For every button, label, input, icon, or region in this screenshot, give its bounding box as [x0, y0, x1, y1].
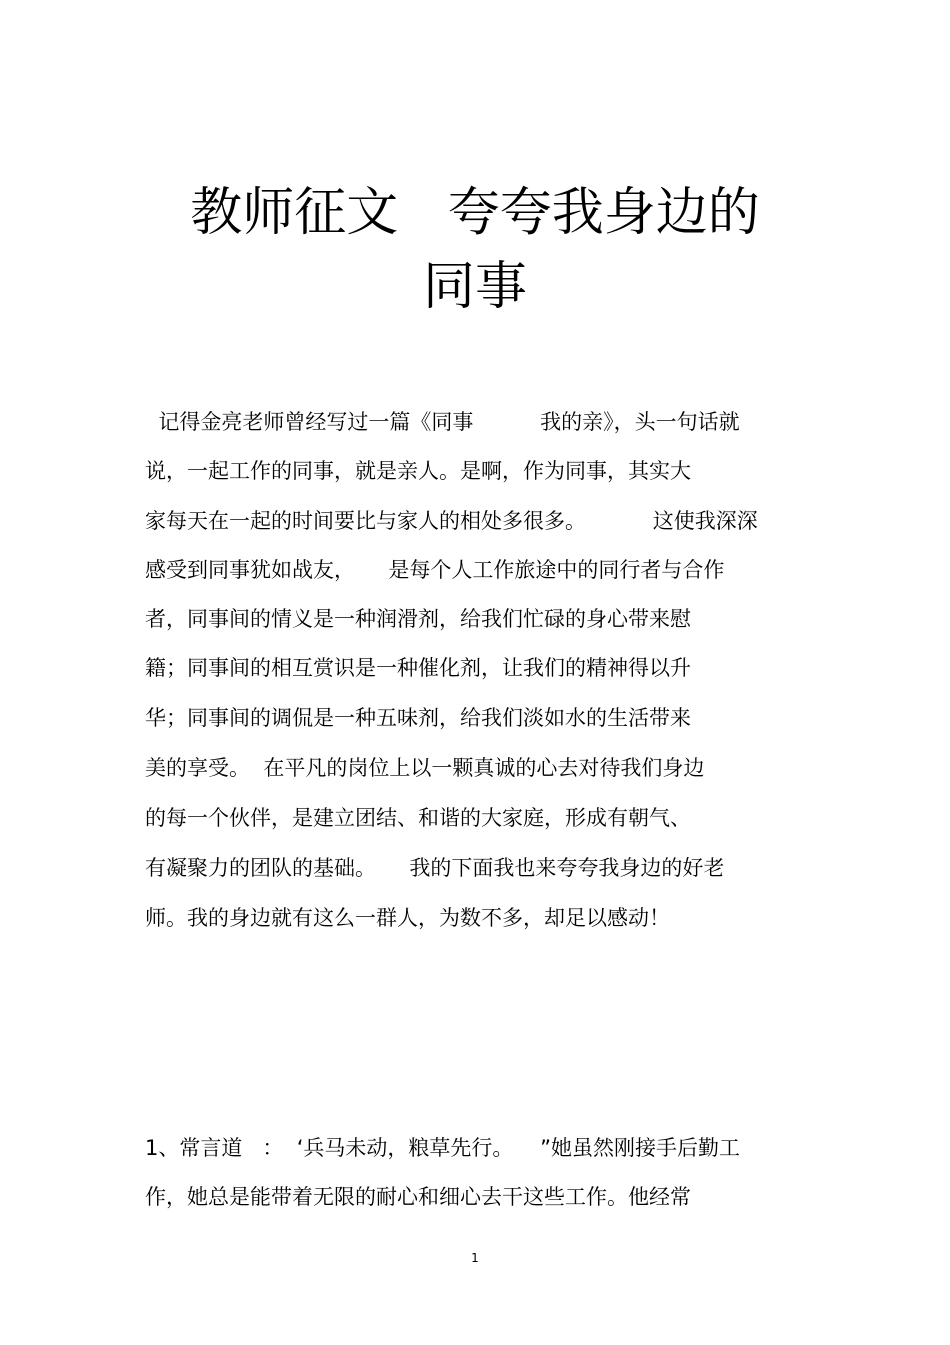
section-1-line-2: 作，她总是能带着无限的耐心和细心去干这些工作。他经常 [145, 1185, 691, 1209]
section-1-line-1: 1、常言道 ： ‘兵马未动，粮草先行。 ”她虽然刚接手后勤工 [145, 1136, 740, 1160]
intro-line-3: 家每天在一起的时间要比与家人的相处多很多。 这使我深深 [145, 509, 758, 533]
intro-line-7: 华；同事间的调侃是一种五味剂，给我们淡如水的生活带来 [145, 706, 691, 730]
intro-line-6: 籍；同事间的相互赏识是一种催化剂，让我们的精神得以升 [145, 656, 691, 680]
intro-line-11: 师。我的身边就有这么一群人，为数不多，却足以感动！ [145, 906, 670, 930]
intro-line-9: 的每一个伙伴，是建立团结、和谐的大家庭，形成有朝气、 [145, 806, 691, 830]
intro-line-2: 说，一起工作的同事，就是亲人。是啊，作为同事，其实大 [145, 459, 691, 483]
intro-line-8: 美的享受。 在平凡的岗位上以一颗真诚的心去对待我们身边 [145, 756, 705, 780]
intro-line-5: 者，同事间的情义是一种润滑剂，给我们忙碌的身心带来慰 [145, 607, 691, 631]
intro-line-1: 记得金亮老师曾经写过一篇《同事 我的亲》，头一句话就 [145, 410, 740, 434]
page-number: 1 [471, 1251, 479, 1265]
document-title-line-2: 同事 [422, 257, 527, 317]
document-title-line-1: 教师征文 夸夸我身边的 [190, 183, 760, 243]
intro-line-10: 有凝聚力的团队的基础。 我的下面我也来夸夸我身边的好老 [145, 856, 725, 880]
intro-line-4: 感受到同事犹如战友， 是每个人工作旅途中的同行者与合作 [145, 558, 725, 582]
